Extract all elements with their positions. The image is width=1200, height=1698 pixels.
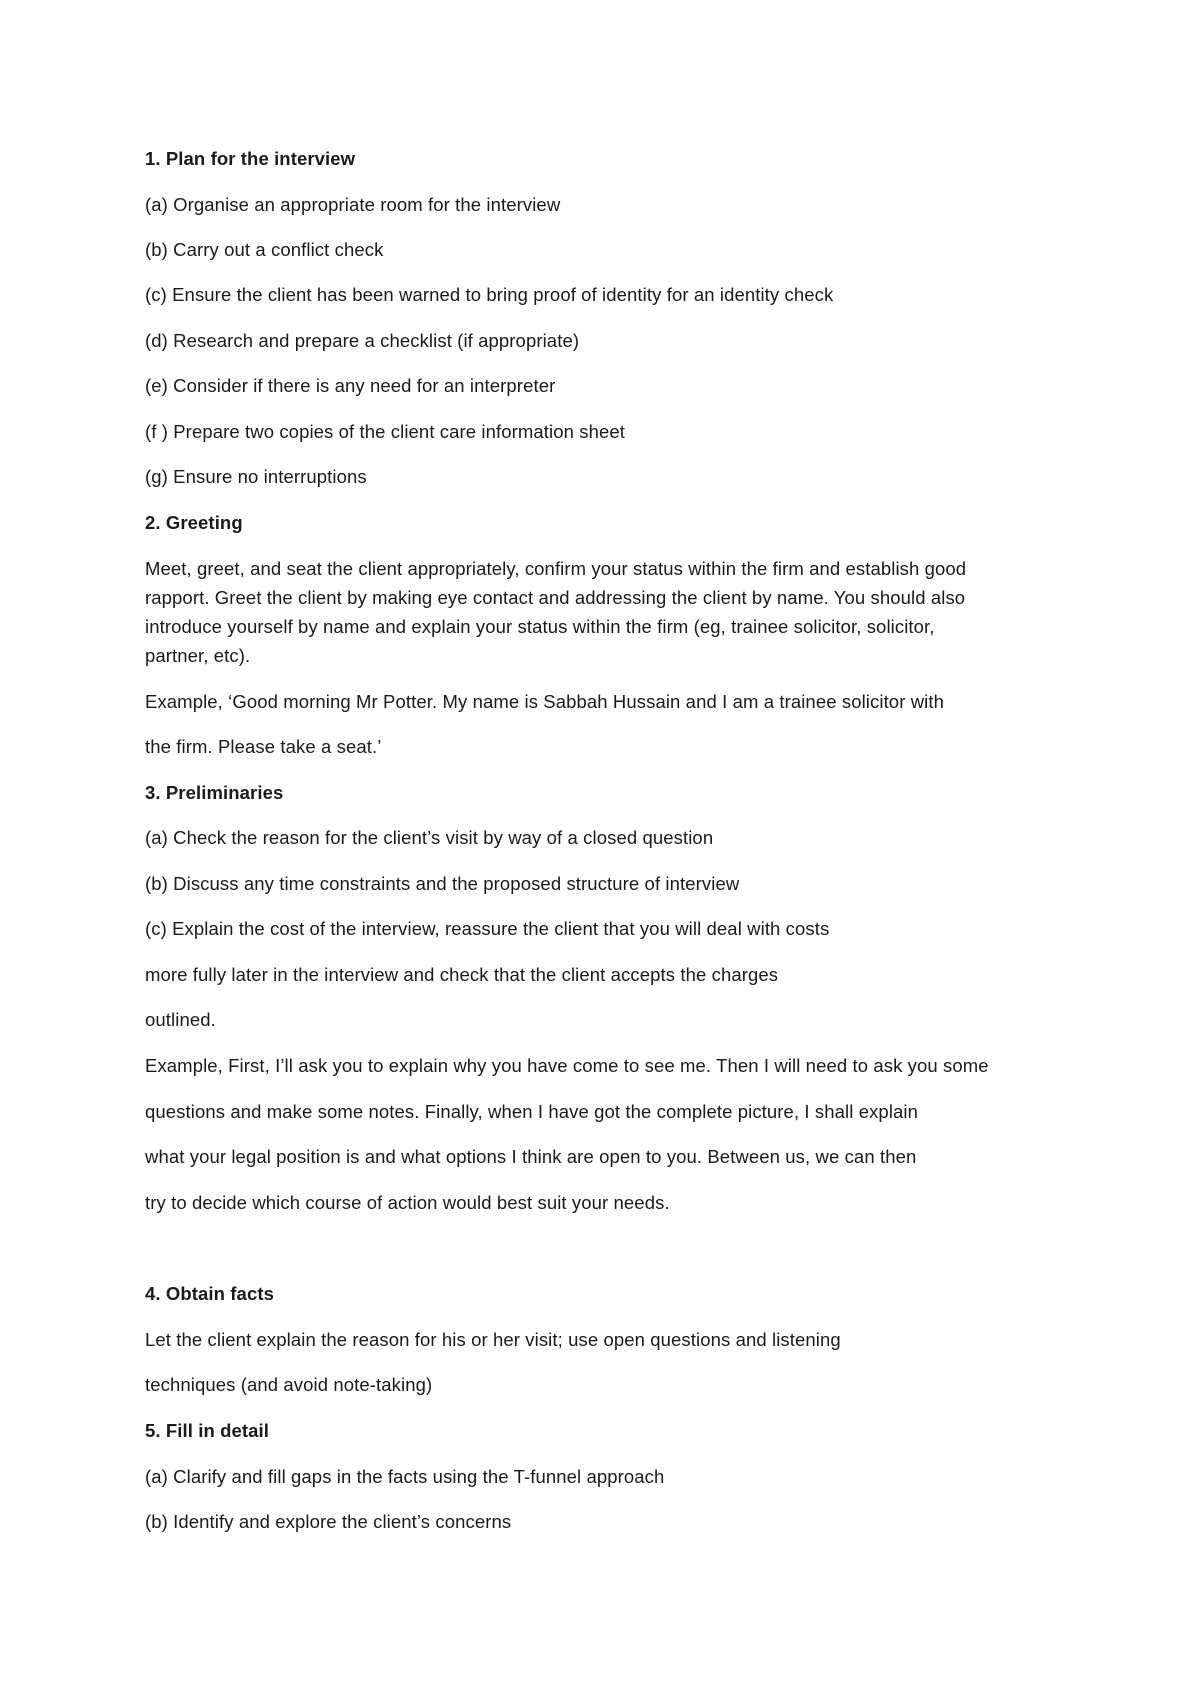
- list-item: (b) Carry out a conflict check: [145, 239, 384, 260]
- paragraph-line: partner, etc).: [145, 645, 251, 666]
- list-item: (g) Ensure no interruptions: [145, 466, 367, 487]
- list-item: (c) Explain the cost of the interview, reassure the client that you will deal with costs: [145, 918, 830, 939]
- list-item: (f ) Prepare two copies of the client care information sheet: [145, 421, 626, 442]
- list-item: (c) Ensure the client has been warned to bring proof of identity for an identity check: [145, 284, 834, 305]
- list-item: (e) Consider if there is any need for an interpreter: [145, 375, 556, 396]
- example-line: what your legal position is and what options I think are open to you. Between us, we can then: [145, 1146, 917, 1167]
- list-item: (a) Clarify and fill gaps in the facts using the T-funnel approach: [145, 1466, 665, 1487]
- paragraph-line: Let the client explain the reason for his or her visit; use open questions and listening: [145, 1329, 841, 1350]
- paragraph-line: rapport. Greet the client by making eye contact and addressing the client by name. You should also: [145, 587, 966, 608]
- list-item: (b) Identify and explore the client’s concerns: [145, 1511, 512, 1532]
- example-line: questions and make some notes. Finally, when I have got the complete picture, I shall explain: [145, 1101, 919, 1122]
- paragraph-line: introduce yourself by name and explain your status within the firm (eg, trainee solicitor, solicitor,: [145, 616, 935, 637]
- example-line: Example, First, I’ll ask you to explain why you have come to see me. Then I will need to ask you some: [145, 1055, 989, 1076]
- paragraph-line: techniques (and avoid note-taking): [145, 1374, 433, 1395]
- list-item: (a) Organise an appropriate room for the interview: [145, 194, 561, 215]
- list-item: (a) Check the reason for the client’s visit by way of a closed question: [145, 827, 714, 848]
- list-item: (d) Research and prepare a checklist (if appropriate): [145, 330, 580, 351]
- section-heading: 2. Greeting: [145, 512, 243, 533]
- example-line: try to decide which course of action would best suit your needs.: [145, 1192, 670, 1213]
- example-line: the firm. Please take a seat.’: [145, 736, 382, 757]
- list-item: more fully later in the interview and check that the client accepts the charges: [145, 964, 779, 985]
- list-item: (b) Discuss any time constraints and the proposed structure of interview: [145, 873, 740, 894]
- section-heading: 5. Fill in detail: [145, 1420, 270, 1441]
- paragraph-line: Meet, greet, and seat the client appropriately, confirm your status within the firm and establish good: [145, 558, 967, 579]
- section-heading: 1. Plan for the interview: [145, 148, 356, 169]
- section-heading: 4. Obtain facts: [145, 1283, 274, 1304]
- example-line: Example, ‘Good morning Mr Potter. My name is Sabbah Hussain and I am a trainee solicitor with: [145, 691, 944, 712]
- section-heading: 3. Preliminaries: [145, 782, 284, 803]
- list-item: outlined.: [145, 1009, 216, 1030]
